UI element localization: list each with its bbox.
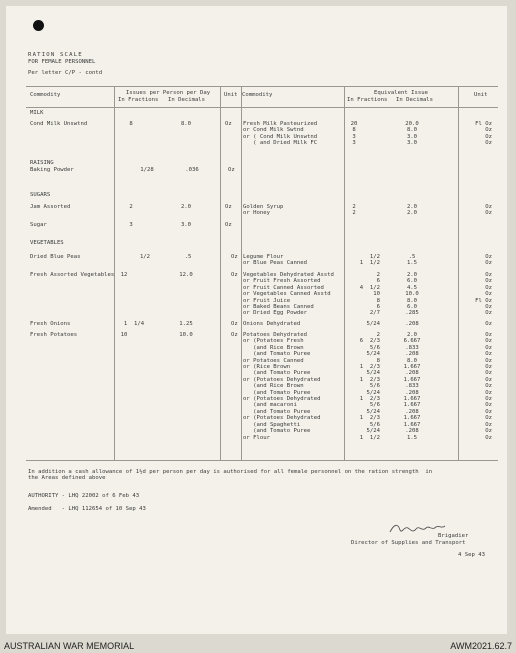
fav-eq-unit: Oz Oz Oz Oz Fl Oz Oz Oz [475,272,492,317]
col-header-commodity-2: Commodity [242,92,273,98]
fav-fraction: 12 [120,272,128,278]
milk-eq-decimal: 20.0 8.0 3.0 3.0 [405,121,419,147]
authority-note: AUTHORITY - LHQ 22002 of 6 Feb 43 [28,493,140,499]
potato-eq-unit: Oz Oz Oz Oz Oz Oz Oz Oz Oz Oz Oz Oz Oz Oz Oz Oz Oz [485,332,492,441]
amended-note: Amended - LHQ 112654 of 10 Sep 43 [28,506,146,512]
table-top-rule [26,86,498,87]
jam-commodity: Jam Assorted [30,204,71,210]
footer-accession-number: AWM2021.62.7 [450,641,512,651]
potato-equivalent: Potatoes Dehydrated or (Potatoes Fresh (and Rice Brown (and Tomato Puree or Potatoes Canned or (Rice Brown (and Tomato Puree or (Potatoes Dehydrated (and Rice Brown (and Tomato Puree or (Potatoes Dehydrated (and macaroni (and Tomato Puree or (Potatoes Dehydrated (and Spaghetti (and Tomato Puree or Flour [243,332,321,441]
section-sugars: SUGARS [30,192,51,198]
milk-equivalent: Fresh Milk Pasteurized or Cond Milk Swtnd or ( Cond Milk Unswtnd ( and Dried Milk FC [243,121,318,147]
milk-fraction: 8 [129,121,133,127]
col-header-commodity: Commodity [30,92,61,98]
signature-rank: Brigadier [438,533,469,539]
peas-equivalent: Legume Flour or Blue Peas Canned [243,254,307,267]
bp-unit: Oz [228,167,235,173]
col-rule [220,86,221,460]
sugar-commodity: Sugar [30,222,47,228]
milk-eq-unit: Fl Oz Oz Oz Oz [475,121,492,147]
onion-equivalent: Onions Dehydrated [243,321,301,327]
section-vegetables: VEGETABLES [30,240,64,246]
potato-eq-decimal: 2.0 6.667 .833 .208 8.0 1.667 .208 1.667 .833 .208 1.667 1.667 .208 1.667 1.667 .208 1.5 [403,332,421,441]
potato-fraction: 10 [120,332,128,338]
onion-eq-decimal: .208 [405,321,419,327]
col-rule [241,86,242,460]
milk-eq-fraction: 20 8 3 3 [350,121,358,147]
col-header-issues: Issues per Person per Day [125,90,211,96]
sugar-decimal: 3.0 [180,222,192,228]
peas-unit: Oz [231,254,238,260]
jam-decimal: 2.0 [180,204,192,210]
bp-decimal: .036 [185,167,199,173]
col-header-eq-fractions: In Fractions [347,97,388,103]
bp-commodity: Baking Powder [30,167,74,173]
archive-footer [0,637,516,653]
section-raising: RAISING [30,160,54,166]
col-header-eq-decimals: In Decimals [396,97,434,103]
bp-fraction: 1/28 [140,167,154,173]
col-header-equivalent: Equivalent Issue [374,90,428,96]
signature-date: 4 Sep 43 [458,552,485,558]
potato-commodity: Fresh Potatoes [30,332,78,338]
jam-unit: Oz [225,204,232,210]
sugar-unit: Oz [225,222,232,228]
onion-decimal: 1.25 [179,321,193,327]
potato-unit: Oz [231,332,238,338]
punch-hole [33,20,44,31]
onion-eq-unit: Oz [485,321,492,327]
fav-eq-decimal: 2.0 6.0 4.5 10.0 8.0 6.0 .285 [405,272,419,317]
peas-fraction: 1/2 [139,254,151,260]
jam-equivalent: Golden Syrup or Honey [243,204,284,217]
onion-commodity: Fresh Onions [30,321,71,327]
jam-fraction: 2 [129,204,133,210]
section-milk: MILK [30,110,44,116]
milk-commodity: Cond Milk Unswtnd [30,121,88,127]
col-header-decimals: In Decimals [168,97,206,103]
onion-fraction: 1 1/4 [123,321,145,327]
jam-eq-decimal: 2.0 2.0 [406,204,418,217]
milk-unit: Oz [225,121,232,127]
milk-decimal: 8.0 [180,121,192,127]
fav-commodity: Fresh Assorted Vegetables [30,272,115,278]
fav-eq-fraction: 2 6 4 1/2 10 8 6 2/7 [359,272,380,317]
title-line-1: RATION SCALE [28,52,83,58]
table-bottom-rule [26,460,498,461]
peas-eq-unit: Oz Oz [485,254,492,267]
contd-line: Per letter C/P - contd [28,70,103,76]
onion-eq-fraction: 5/24 [366,321,380,327]
jam-eq-unit: Oz Oz [485,204,492,217]
document-page [6,6,507,634]
fav-unit: Oz [231,272,238,278]
peas-eq-decimal: .5 1.5 [406,254,418,267]
jam-eq-fraction: 2 2 [352,204,356,217]
potato-eq-fraction: 2 6 2/3 5/6 5/24 8 1 2/3 5/24 1 2/3 5/6 5/24 1 2/3 5/6 5/24 1 2/3 5/6 5/24 1 1/2 [359,332,380,441]
table-header-rule [26,107,498,108]
col-header-unit-2: Unit [474,92,488,98]
peas-commodity: Dried Blue Peas [30,254,81,260]
col-header-fractions: In Fractions [118,97,159,103]
allowance-note: In addition a cash allowance of 1½d per person per day is authorised for all female personnel on the ration strength in the Areas defined above [28,469,433,482]
peas-decimal: .5 [184,254,192,260]
potato-decimal: 10.0 [179,332,193,338]
onion-unit: Oz [231,321,238,327]
col-header-unit: Unit [224,92,238,98]
fav-equivalent: Vegetables Dehydrated Asstd or Fruit Fresh Assorted or Fruit Canned Assorted or Vegetables Canned Asstd or Fruit Juice or Baked Beans Canned or Dried Egg Powder [243,272,334,317]
peas-eq-fraction: 1/2 1 1/2 [359,254,380,267]
title-line-2: FOR FEMALE PERSONNEL [28,59,96,65]
sugar-fraction: 3 [129,222,133,228]
footer-institution: AUSTRALIAN WAR MEMORIAL [4,641,135,651]
signature-role: Director of Supplies and Transport [351,540,466,546]
fav-decimal: 12.0 [179,272,193,278]
